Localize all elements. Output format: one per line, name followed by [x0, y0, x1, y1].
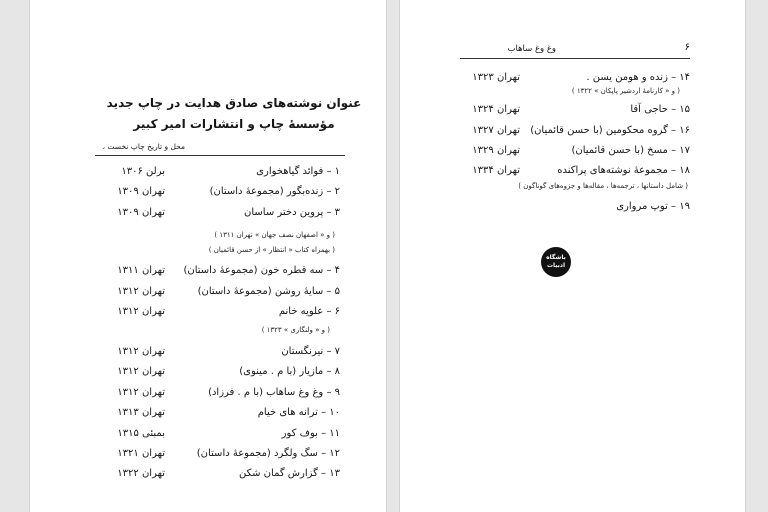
entry-14-first-edition: تهران ۱۳۲۳ [472, 72, 520, 83]
entry-10-first-edition: تهران ۱۳۱۳ [117, 407, 165, 418]
entry-17-first-edition: تهران ۱۳۲۹ [472, 145, 520, 156]
running-head: وغ وغ ساهاب [507, 44, 556, 54]
entry-13-title: ۱۳ – گزارش گمان شکن [238, 468, 340, 479]
stamp-line-2: ادبیات [546, 262, 566, 269]
entry-5-first-edition: تهران ۱۳۱۲ [117, 286, 165, 297]
entry-11-first-edition: بمبئی ۱۳۱۵ [117, 428, 165, 439]
entry-17-title: ۱۷ – مسخ (با حسن قائمیان) [571, 145, 690, 156]
entry-1-title: ۱ – فوائد گیاهخواری [256, 166, 340, 177]
entry-6-note-1: ( و « ولنگاری » ۱۳۲۳ ) [261, 326, 330, 334]
entry-4-title: ۴ – سه قطره خون (مجموعهٔ داستان) [183, 265, 340, 276]
entry-15-first-edition: تهران ۱۳۲۴ [472, 104, 520, 115]
entry-2-first-edition: تهران ۱۳۰۹ [117, 186, 165, 197]
entry-12-first-edition: تهران ۱۳۲۱ [117, 448, 165, 459]
entry-14-title: ۱۴ – زنده و هومن یسن . [586, 72, 690, 83]
entry-9-title: ۹ – وغ وغ ساهاب (با م . فرزاد) [208, 387, 340, 398]
entry-14-note-1: ( و « کارنامهٔ اردشیر پاپکان » ۱۳۲۲ ) [571, 87, 680, 95]
entry-3-first-edition: تهران ۱۳۰۹ [117, 207, 165, 218]
entry-3-title: ۳ – پروین دختر ساسان [244, 207, 340, 218]
entry-18-note-1: ( شامل داستانها ، ترجمه‌ها ، مقاله‌ها و جزوه‌های گوناگون ) [518, 182, 688, 190]
entry-15-title: ۱۵ – حاجی آقا [630, 104, 690, 115]
entry-7-title: ۷ – نیرنگستان [281, 346, 340, 357]
entry-5-title: ۵ – سایهٔ روشن (مجموعهٔ داستان) [197, 286, 340, 297]
entry-7-first-edition: تهران ۱۳۱۲ [117, 346, 165, 357]
list-heading-line-1: عنوان نوشته‌های صادق هدایت در چاپ جدید [106, 96, 362, 110]
entry-13-first-edition: تهران ۱۳۲۲ [117, 468, 165, 479]
page-right [400, 0, 745, 512]
list-heading-line-2: مؤسسهٔ چاپ و انتشارات امیر کبیر [133, 117, 335, 131]
entry-8-title: ۸ – مازیار (با م . مینوی) [239, 366, 340, 377]
entry-8-first-edition: تهران ۱۳۱۲ [117, 366, 165, 377]
column-header-rule [95, 155, 345, 156]
entry-4-first-edition: تهران ۱۳۱۱ [117, 265, 165, 276]
running-head-rule [460, 58, 690, 59]
entry-18-first-edition: تهران ۱۳۳۴ [472, 165, 520, 176]
page-number: ۶ [684, 42, 690, 53]
entry-16-title: ۱۶ – گروه محکومین (با حسن قائمیان) [530, 125, 690, 136]
entry-2-title: ۲ – زنده‌بگور (مجموعهٔ داستان) [209, 186, 340, 197]
entry-6-first-edition: تهران ۱۳۱۲ [117, 306, 165, 317]
column-header: محل و تاریخ چاپ نخست ، [102, 142, 185, 151]
entry-3-note-1: ( و « اصفهان نصف جهان » تهران ۱۳۱۱ ) [214, 231, 335, 239]
entry-12-title: ۱۲ – سگ ولگرد (مجموعهٔ داستان) [196, 448, 340, 459]
entry-1-first-edition: برلن ۱۳۰۶ [121, 166, 165, 177]
entry-3-note-2: ( بهمراه کتاب « انتظار » از حسن قائمیان ) [208, 246, 335, 254]
stamp-line-1: باشگاه [546, 254, 566, 261]
entry-10-title: ۱۰ – ترانه های خیام [257, 407, 340, 418]
entry-6-title: ۶ – علویه خانم [278, 306, 340, 317]
library-stamp [541, 247, 571, 277]
entry-9-first-edition: تهران ۱۳۱۲ [117, 387, 165, 398]
entry-19-title: ۱۹ – توپ مرواری [616, 201, 690, 212]
entry-16-first-edition: تهران ۱۳۲۷ [472, 125, 520, 136]
entry-18-title: ۱۸ – مجموعهٔ نوشته‌های پراکنده [557, 165, 690, 176]
entry-11-title: ۱۱ – بوف کور [281, 428, 340, 439]
page-left [30, 0, 386, 512]
